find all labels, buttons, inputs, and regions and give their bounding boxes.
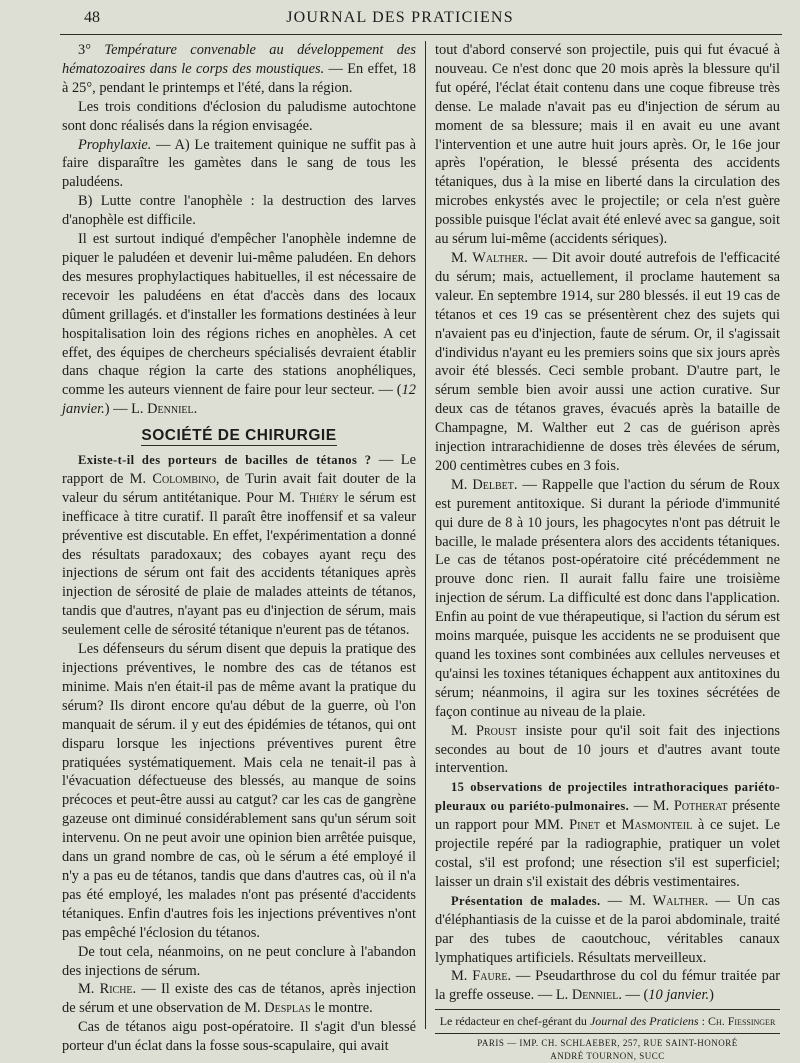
text-run: M. — [451, 722, 476, 739]
small-caps-name: Proust — [475, 722, 517, 739]
journal-title: JOURNAL DES PRATICIENS — [286, 9, 514, 26]
run-in-heading: Existe-t-il des porteurs de bacilles de tétanos ? — [78, 453, 372, 468]
paragraph: B) Lutte contre l'anophèle : la destruction des larves d'anophèle est difficile. — [62, 193, 416, 229]
paragraph: De tout cela, néanmoins, on ne peut conclure à l'abandon des injections de sérum. — [62, 943, 416, 979]
small-caps-name: Desplas — [264, 1000, 311, 1017]
paragraph: Les trois conditions d'éclosion du paludisme autochtone sont donc réalisés dans la région envisagée. — [62, 98, 416, 134]
italic-run: 12 janvier. — [62, 382, 416, 418]
paragraph — [62, 980, 416, 1018]
text-run: Il est surtout indiqué d'empêcher l'anophèle indemne de piquer le paludéen et devenir lui-même paludéen. En dehors des mesures prophylactiques habituelles, il est nécessaire de recevoir les paludéens en état d'accès dans des locaux dûment grillagés. et d'installer les formations destinées à leur hospitalisation loin des régions riches en anophèles. A cet effet, des équipes de chercheurs spécialisés devraient établir dans chaque région la carte des stations anophéliques, comme les auteurs viennent de faire pour leur secteur. — ( — [62, 231, 416, 399]
small-caps-name: Thiéry — [300, 489, 339, 506]
text-run: ) — [709, 987, 714, 1004]
text-run: le sérum est inefficace à titre curatif. Il paraît être inoffensif et sa valeur préventive est discutable. En effet, l'expérimentation a donné des résultats paradoxaux; des cobayes ayant reçu des injections de sérum ont fait des accidents tétaniques après injection de sérosité de plaie de malades atteints de tétanos, tandis que d'autres, n'ayant pas eu d'injection de sérum, mais seulement celle de sérosité tétanique n'eurent pas de tétanos. — [62, 489, 416, 639]
small-caps-name: Denniel — [147, 401, 194, 418]
paragraph — [62, 41, 416, 98]
text-run: M. — [451, 249, 473, 266]
paragraph — [62, 230, 416, 419]
paragraph: Cas de tétanos aigu post-opératoire. Il s'agit d'un blessé porteur d'un éclat dans la fosse sous-scapulaire, qui avait — [62, 1019, 416, 1055]
text-run: M. — [78, 981, 100, 998]
text-run: Le rédacteur en chef-gérant du — [439, 1014, 590, 1029]
section-heading — [62, 427, 416, 446]
small-caps-name: Denniel — [571, 987, 619, 1004]
left-column — [62, 41, 416, 1056]
small-caps-name: Masmonteil — [621, 817, 693, 834]
text-run: M. — [451, 476, 473, 493]
text-run: . — Rappelle que l'action du sérum de Roux est purement antitoxique. Si durant la période d'immunité qui dure de 8 à 10 jours, les phagocytes n'ont pas détruit le bacille, le malade présentera alors des accidents tétaniques. Le cas de tétanos post-opératoire cité précédemment ne prouve donc rien. Il aurait fallu faire une troisième injection de sérum. La difficulté est donc dans l'application. Enfin au point de vue thérapeutique, si l'action du sérum est moins marquée, puisque les accidents ne se produisent que quand les toxines sont combinées aux cellules nerveuses et qu'ainsi les toxines tétaniques échappent aux antitoxines du sérum; néanmoins, il agira sur les toxines sécrétées de façon continue au niveau de la plaie. — [435, 476, 780, 720]
text-run: . — Pseudarthrose du col du fémur traitée par la greffe osseuse. — L. — [435, 968, 781, 1004]
paragraph — [435, 778, 780, 891]
run-in-heading: Présentation de malades. — [451, 893, 601, 908]
printer-line: PARIS — IMP. CH. SCHLAEBER, 257, RUE SAINT-HONORÉ — [477, 1038, 738, 1049]
text-run: présente un rapport pour MM. — [435, 798, 780, 834]
small-caps-name: Walther — [472, 249, 525, 266]
header-rule — [60, 34, 782, 35]
paragraph — [435, 722, 780, 779]
small-caps-name: Walther — [652, 892, 705, 909]
editor-credit — [435, 1013, 780, 1029]
paragraph: tout d'abord conservé son projectile, puis qui fut évacué à nouveau. Ce n'est donc que 20 mois après la blessure qu'il fut opéré, l'éclat était contenu dans une coque fibreuse très dense. Le malade n'avait pas eu d'injection de sérum au moment de sa blessure; mais il en avait eu une avant l'intervention et une autre huit jours après. Or, le 16e jour après l'opération, le blessé présenta des accidents tétaniques, dus à la mise en liberté dans la circulation des microbes enkystés avec le projectile; or cela n'est guère possible puisque l'éclat avait été enlevé avec sa gangue, soit au sérum lui-même (accidents sériques). — [435, 42, 780, 248]
paragraph — [62, 451, 416, 640]
footer-rule — [435, 1033, 780, 1034]
paragraph — [435, 476, 780, 722]
paragraph — [435, 892, 780, 968]
page-number: 48 — [84, 9, 100, 26]
run-in-heading: 15 observations de projectiles intrathoraciques pariéto-pleuraux ou pariéto-pulmonaires. — [435, 780, 780, 814]
small-caps-name: Delbet — [472, 476, 514, 493]
italic-run: Prophylaxie. — [78, 136, 152, 153]
small-caps-name: Pinet — [569, 817, 600, 834]
text-run: à ce sujet. Le projectile repéré par la radiographie, pratiquer un volet costal, s'il est profond; une résection s'il est superficiel; laisser un drain s'il existait des débris vestimentaires. — [435, 817, 780, 890]
column-divider — [425, 41, 426, 1029]
text-run: — En effet, 18 à 25°, pendant le printemps et l'été, dans la région. — [62, 60, 416, 96]
text-run: — A) Le traitement quinique ne suffit pas à faire disparaître les gamètes dans le sang de tous les paludéens. — [62, 136, 416, 191]
text-run: . — [193, 401, 198, 418]
page-header — [0, 0, 800, 34]
text-run: . — Il existe des cas de tétanos, après injection de sérum et une observation de M. — [62, 981, 416, 1017]
small-caps-name: Ch. Fiessinger — [707, 1014, 776, 1029]
small-caps-name: Colombino — [152, 470, 216, 487]
text-run: insiste pour qu'il soit fait des injections secondes au bout de 10 jours et d'autres avant toute intervention. — [435, 722, 780, 777]
right-column — [435, 41, 780, 1063]
paragraph: Les défenseurs du sérum disent que depuis la pratique des injections préventives, le nombre des cas de tétanos est minime. Mais n'en était-il pas de même avant la pratique du sérum? Ils diront encore qu'au début de la guerre, où l'on manquait de sérum. il y eut des épidémies de tétanos, qui ont disparu lorsque les injections préventives purent être pratiquées systématiquement. Mais cela ne tenait-il pas à l'évacuation défectueuse des blessés, au manque de soins précoces et peut-être aussi au catgut? car les cas de gangrène gazeuse ont diminué considérablement sans qu'un sérum soit intervenu. On ne peut avoir une opinion bien arrêtée puisque, dans un grand nombre de cas, où le sérum a été employé il n'y a pas eu de tétanos, tandis que dans d'autres cas, où il n'a pas été employé, les malades n'ont pas présenté d'accidents tétaniques. Enfin d'autres fois les injections préventives n'ont pas empêché l'éclosion du tétanos. — [62, 641, 416, 941]
text-run: : — [698, 1014, 708, 1029]
text-run: ) — L. — [104, 401, 148, 418]
text-run: le montre. — [310, 1000, 373, 1017]
paragraph — [435, 967, 780, 1005]
small-caps-name: Riche — [99, 981, 133, 998]
text-run: M. — [451, 968, 473, 985]
italic-run: Température convenable au développement des hématozoaires dans le corps des moustiques. — [62, 42, 416, 77]
text-run: — M. — [629, 798, 674, 815]
text-run: — M. — [600, 892, 653, 909]
text-run: . — ( — [618, 987, 649, 1004]
footer-rule — [435, 1009, 780, 1010]
text-run: . — Dit avoir douté autrefois de l'efficacité du sérum; mais, actuellement, il proclame hautement sa valeur. En septembre 1914, sur 280 blessés. il eut 19 cas de tétanos et ces 19 cas se présentèrent chez des sujets qui n'avaient pas eu d'injection, faute de sérum. Or, il s'agissait d'individus n'ayant eu les premiers soins que six jours après avoir été blessés. Ceci semble probant. D'autre part, le sérum semble bien avoir aussi une action curative. Sur deux cas de tétanos graves, évacués après la bataille de Champagne, M. Walther eut 2 cas de guérison après injection intrarachidienne de doses très élevées de sérum, 200 centimètres cubes en 3 fois. — [435, 249, 780, 474]
small-caps-name: Faure — [472, 968, 508, 985]
printer-line: ANDRÉ TOURNON, SUCC — [550, 1051, 665, 1062]
small-caps-name: Potherat — [673, 798, 728, 815]
text-run: . — Un cas d'éléphantiasis de la cuisse et de la paroi abdominale, traité par des tubes de caoutchouc, véritables canaux lymphatiques artificiels. Résultats merveilleux. — [435, 892, 781, 966]
text-run: et — [599, 817, 622, 834]
paragraph — [435, 249, 780, 476]
section-heading-text: SOCIÉTÉ DE CHIRURGIE — [141, 427, 337, 445]
text-run: , de Turin avait fait douter de la valeur du sérum antitétanique. Pour M. — [62, 470, 416, 506]
italic-run: Journal des Praticiens — [589, 1014, 699, 1029]
text-run: 3° — [78, 42, 105, 58]
paragraph — [62, 136, 416, 193]
italic-run: 10 janvier. — [648, 987, 710, 1004]
text-run: — Le rapport de M. — [62, 452, 416, 487]
